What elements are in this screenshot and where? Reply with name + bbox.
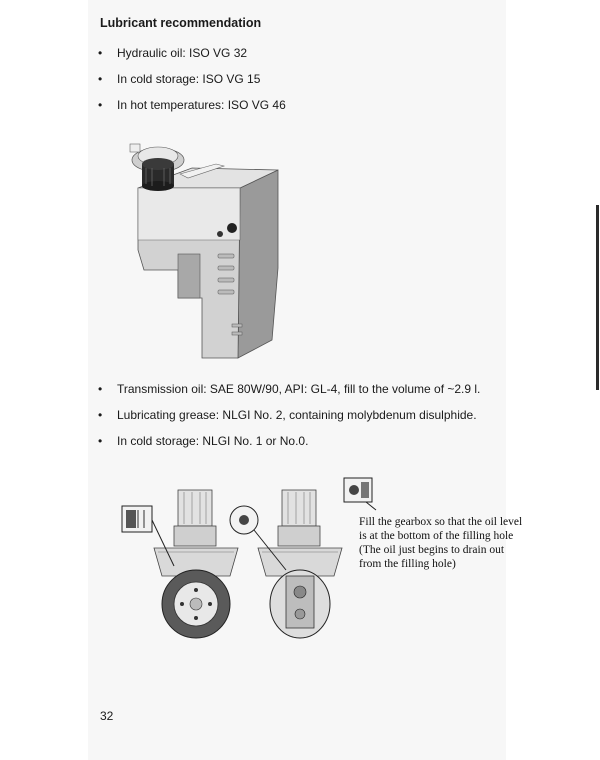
gearbox-left-view [122,490,238,638]
list-item-text: In hot temperatures: ISO VG 46 [117,98,286,112]
bullet-icon: • [98,98,103,112]
list-item [98,46,286,72]
list-item [98,98,286,124]
gearbox-right-view [230,490,342,638]
bullet-icon: • [98,382,103,396]
list-item-text: Hydraulic oil: ISO VG 32 [117,46,248,60]
gearbox-fill-illustration [114,474,394,644]
list-item [98,72,286,98]
list-item-text: In cold storage: ISO VG 15 [117,72,261,86]
note-line: Fill the gearbox so that the oil level [359,516,523,528]
gearbox-lubricant-list [98,382,480,460]
bullet-icon: • [98,72,103,86]
list-item-text: Transmission oil: SAE 80W/90, API: GL-4, fill to the volume of ~2.9 l. [117,382,481,396]
page-number: 32 [100,709,114,723]
bullet-icon: • [98,46,103,60]
note-line: (The oil just begins to drain out [359,544,505,556]
note-line: is at the bottom of the filling hole [359,530,514,542]
bullet-icon: • [98,408,103,422]
fill-instruction-note [359,515,559,571]
list-item [98,382,480,408]
hydraulic-unit-illustration [120,130,290,360]
section-heading: Lubricant recommendation [100,16,262,30]
oil-recommendation-list [98,46,286,124]
list-item-text: In cold storage: NLGI No. 1 or No.0. [117,434,309,448]
note-line: from the filling hole) [359,558,456,570]
list-item [98,408,480,434]
page-edge-mark [596,205,599,390]
list-item-text: Lubricating grease: NLGI No. 2, containing molybdenum disulphide. [117,408,477,422]
filling-hole-inset [344,478,376,510]
list-item [98,434,480,460]
bullet-icon: • [98,434,103,448]
